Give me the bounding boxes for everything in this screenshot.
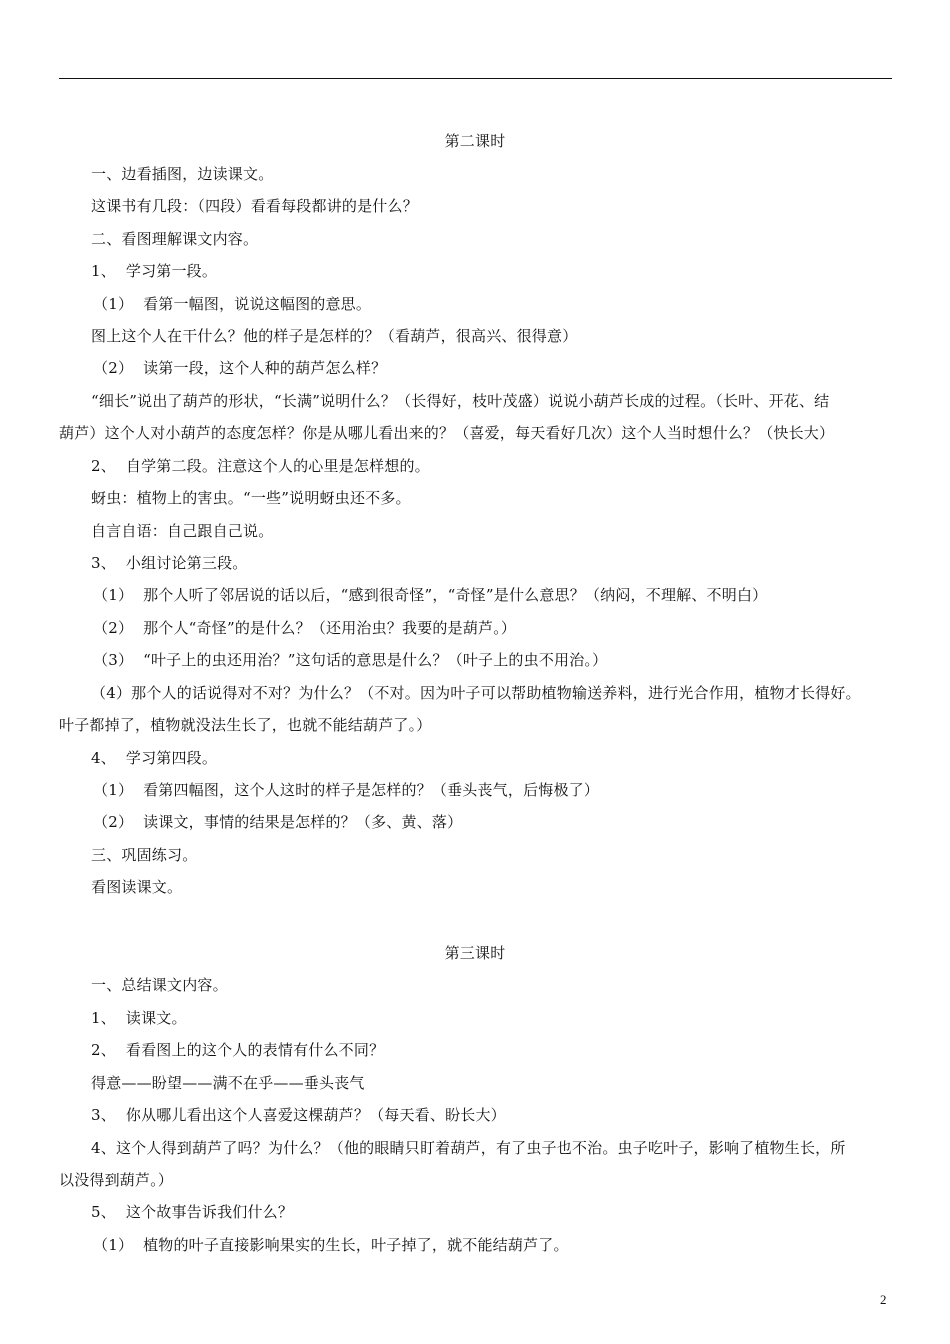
paragraph-line: （1） 植物的叶子直接影响果实的生长，叶子掉了，就不能结葫芦了。 (93, 1236, 569, 1254)
paragraph-line: 4、 学习第四段。 (91, 749, 218, 767)
header-rule (59, 78, 892, 79)
paragraph-line: （3） “叶子上的虫还用治？”这句话的意思是什么？（叶子上的虫不用治。） (93, 651, 608, 669)
page-number: 2 (880, 1292, 887, 1307)
paragraph-line: 三、巩固练习。 (91, 846, 198, 864)
paragraph-line: 得意——盼望——满不在乎——垂头丧气 (91, 1074, 365, 1092)
paragraph-line: 2、 看看图上的这个人的表情有什么不同？ (91, 1041, 385, 1059)
paragraph-line: 葫芦）这个人对小葫芦的态度怎样？你是从哪儿看出来的？（喜爱，每天看好几次）这个人当时想什么？（快长大） (59, 424, 835, 442)
paragraph-line: （4）那个人的话说得对不对？为什么？（不对。因为叶子可以帮助植物输送养料，进行光合作用，植物才长得好。 (91, 684, 861, 702)
paragraph-line: 看图读课文。 (91, 878, 183, 896)
paragraph-line: 二、看图理解课文内容。 (91, 230, 259, 248)
paragraph-line: 2、 自学第二段。注意这个人的心里是怎样想的。 (91, 457, 430, 475)
paragraph-line: 4、这个人得到葫芦了吗？为什么？（他的眼睛只盯着葫芦，有了虫子也不治。虫子吃叶子，影响了植物生长，所 (91, 1139, 846, 1157)
paragraph-line: 蚜虫：植物上的害虫。“一些”说明蚜虫还不多。 (91, 489, 411, 507)
paragraph-line: 叶子都掉了，植物就没法生长了，也就不能结葫芦了。） (59, 716, 432, 734)
paragraph-line: 3、 小组讨论第三段。 (91, 554, 248, 572)
paragraph-line: （1） 看第一幅图，说说这幅图的意思。 (93, 295, 372, 313)
paragraph-line: 以没得到葫芦。） (59, 1171, 174, 1189)
section-title: 第二课时 (444, 132, 506, 150)
paragraph-line: （2） 读第一段，这个人种的葫芦怎么样？ (93, 359, 387, 377)
paragraph-line: （1） 看第四幅图，这个人这时的样子是怎样的？（垂头丧气，后悔极了） (93, 781, 600, 799)
paragraph-line: （2） 那个人“奇怪”的是什么？（还用治虫？我要的是葫芦。） (93, 619, 517, 637)
paragraph-line: 3、 你从哪儿看出这个人喜爱这棵葫芦？（每天看、盼长大） (91, 1106, 506, 1124)
paragraph-line: 一、总结课文内容。 (91, 976, 228, 994)
paragraph-line: 5、 这个故事告诉我们什么？ (91, 1203, 294, 1221)
paragraph-line: （2） 读课文，事情的结果是怎样的？（多、黄、落） (93, 813, 463, 831)
paragraph-line: “细长”说出了葫芦的形状，“长满”说明什么？（长得好，枝叶茂盛）说说小葫芦长成的过程。（长叶、开花、结 (91, 392, 830, 410)
section-title: 第三课时 (444, 944, 506, 962)
paragraph-line: 自言自语：自己跟自己说。 (91, 522, 274, 540)
paragraph-line: 这课书有几段：（四段）看看每段都讲的是什么？ (91, 197, 418, 215)
paragraph-line: 1、 学习第一段。 (91, 262, 218, 280)
paragraph-line: 图上这个人在干什么？他的样子是怎样的？（看葫芦，很高兴、很得意） (91, 327, 578, 345)
paragraph-line: 一、边看插图，边读课文。 (91, 165, 274, 183)
paragraph-line: （1） 那个人听了邻居说的话以后，“感到很奇怪”，“奇怪”是什么意思？（纳闷，不理解、不明白） (93, 586, 768, 604)
paragraph-line: 1、 读课文。 (91, 1009, 187, 1027)
